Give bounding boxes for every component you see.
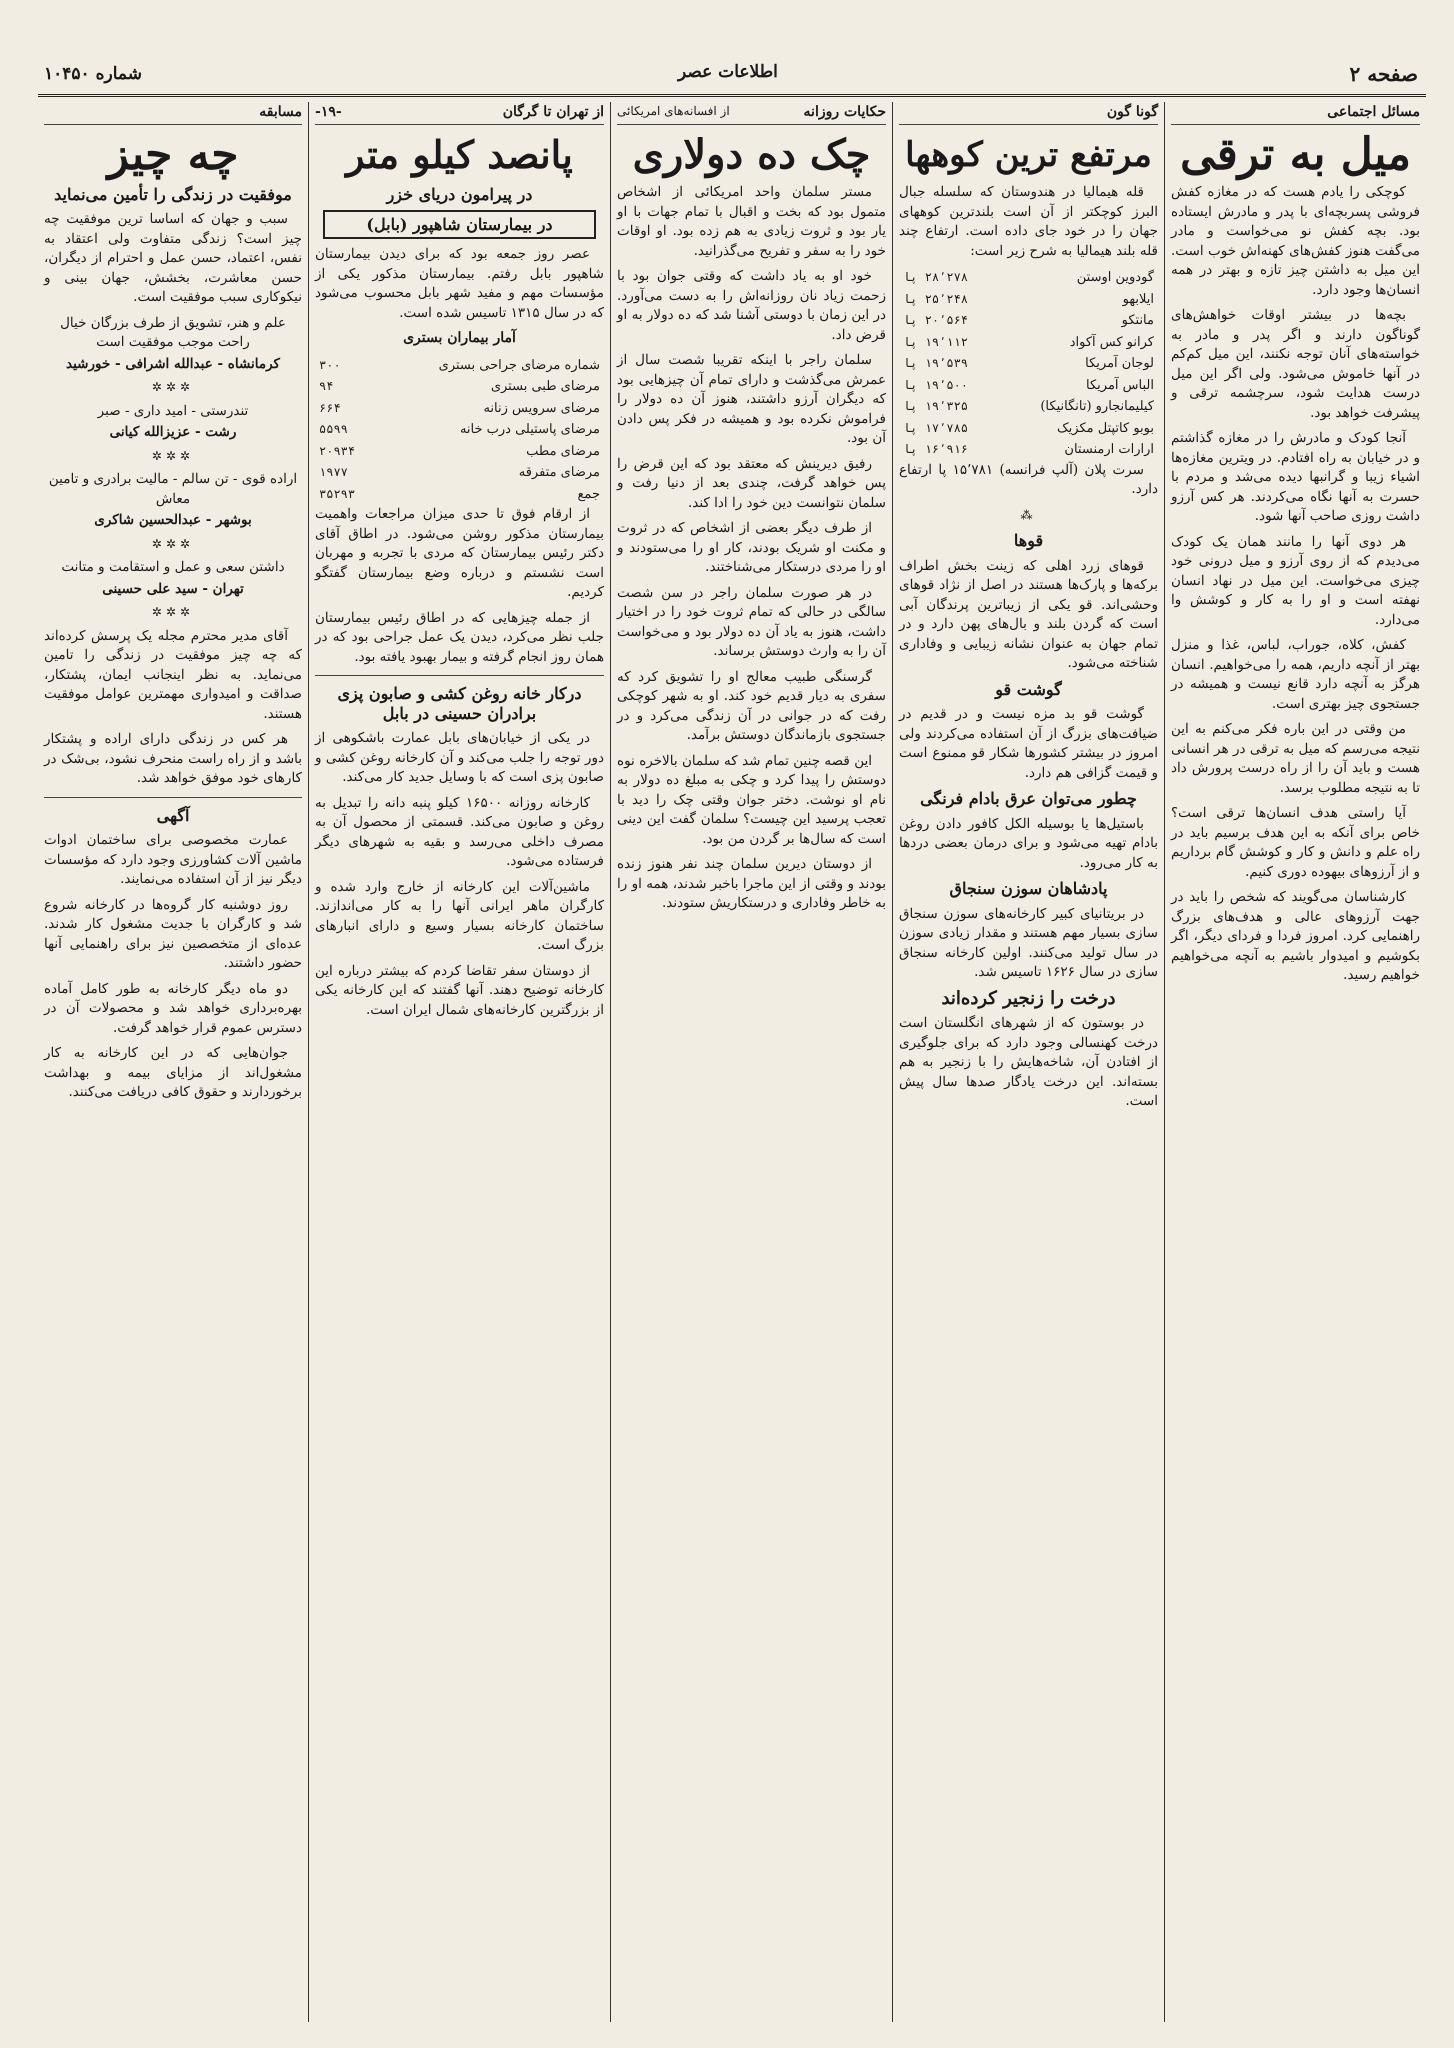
peak-row <box>899 418 1158 440</box>
column-miscellany <box>892 102 1164 2022</box>
paragraph: هر کس در زندگی دارای اراده و پشتکار باشد و از راه راست منحرف نشود، بی‌شک در کارهای خود موفق خواهد شد. <box>44 731 302 786</box>
subheading: چطور می‌توان عرق بادام فرنگی <box>920 789 1137 808</box>
stat-value: ۱۹۷۷ <box>319 465 348 479</box>
peak-row <box>899 332 1158 354</box>
stat-label: مرضای سرویس زنانه <box>483 400 600 416</box>
paragraph: باستیل‌ها یا بوسیله الکل کافور دادن روغن بادام تهیه می‌شود و برای درمان بعضی دردها به کار می‌رود. <box>899 815 1158 871</box>
stat-label: مرضای مطب <box>526 443 600 459</box>
newspaper-page <box>38 58 1426 2030</box>
stat-row <box>315 419 604 441</box>
paragraph: ماشین‌آلات این کارخانه از خارج وارد شده و کارگران ماهر ایرانی آنها را به کار می‌اندازند. ساختمان کارخانه بسیار وسیع و دارای انبارهای بزرگ است. <box>315 878 604 953</box>
paragraph: جوان‌هایی که در این کارخانه به کار مشغول‌اند از مزایای بیمه و بهداشت برخوردارند و حقوق کافی دریافت می‌کنند. <box>44 1045 302 1100</box>
kicker-main: از تهران تا گرگان <box>502 104 604 120</box>
paragraph: گوشت قو بد مزه نیست و در قدیم در ضیافت‌های بزرگ از آن استفاده می‌کردند ولی امروز در بیشتر کشورها شکار قو ممنوع است و قیمت گزافی هم دارد. <box>899 706 1158 781</box>
separator: ✲✲✲ <box>151 605 195 619</box>
subheading: آگهی <box>156 805 190 825</box>
paragraph: کوچکی را یادم هست که در مغازه کفش فروشی پسربچه‌ای با پدر و مادرش ایستاده بود. بچه کفش نو می‌خواست و مادر می‌گفت هنوز کفش‌های کهنه‌اش خوب است. این میل به داشتن چیز تازه و بهتر در همه انسان‌ها وجود دارد. <box>1171 184 1420 298</box>
paragraph: عمارت مخصوصی برای ساختمان ادوات ماشین آلات کشاورزی وجود دارد که مؤسسات دیگر نیز از آن استفاده می‌نمایند. <box>44 832 302 887</box>
stat-value: ۳۰۰ <box>319 357 341 372</box>
stat-row <box>315 441 604 463</box>
hospital-stats-table <box>315 355 604 506</box>
article-body <box>1171 183 1420 986</box>
paragraph: از دوستان سفر تقاضا کردم که بیشتر درباره این کارخانه توضیح دهند. آنها گفتند که این کارخانه یکی از بزرگترین کارخانه‌های شمال ایران است. <box>315 962 604 1018</box>
stat-value: ۳۵۲۹۳ <box>319 486 356 501</box>
separator: ✲✲✲ <box>151 380 195 394</box>
peak-row <box>899 289 1158 311</box>
paper-name: اطلاعات عصر <box>678 62 778 82</box>
peak-name: ارارات ارمنستان <box>1064 442 1154 457</box>
separator: ✲✲✲ <box>151 536 195 551</box>
subheading: پادشاهان سوزن سنجاق <box>949 879 1108 898</box>
paragraph: روز دوشنبه کار گروه‌ها در کارخانه شروع شد و کارگران با جدیت مشغول کار شدند. عده‌ای از متخصصین نیز برای راهنمایی آنها حضور داشتند. <box>44 896 302 971</box>
peak-name: مانتکو <box>1121 313 1154 328</box>
paragraph: سلمان راجر با اینکه تقریبا شصت سال از عمرش می‌گذشت و دارای تمام آن چیزهایی بود که دیگران آرزو داشتند، هنوز آن ده دولار را فراموش نکرده بود و همیشه در فکر پس دادن آن بود. <box>617 352 886 446</box>
stat-value: ۹۴ <box>319 379 334 393</box>
paragraph: آیا راستی هدف انسان‌ها ترقی است؟ خاص برای آنکه به این هدف برسیم باید در راه علم و دانش و کار و کوشش گام برداریم و از آرزوهای بیهوده دوری کنیم. <box>1171 805 1420 880</box>
subheading: درکار خانه روغن کشی و صابون پزی برادران حسینی در بابل <box>337 684 582 723</box>
peak-name: لوجان آمریکا <box>1085 356 1154 371</box>
stats-title: آمار بیماران بستری <box>403 330 516 346</box>
paragraph: سرت پلان (آلپ فرانسه) ۱۵٬۷۸۱ پا ارتفاع دارد. <box>899 461 1158 497</box>
paragraph: سبب و جهان که اساسا ترین موفقیت چه چیز است؟ زندگی متفاوت ولی اعتقاد به نفس، اعتماد، حسن عمل و احترام از دیگران، حسن معاشرت، بخشش، جهان بینی و نیکوکاری سبب موفقیت است. <box>44 211 302 305</box>
column-travel <box>308 102 610 2022</box>
peak-height: ۱۹٬۳۲۵ پا <box>903 399 969 413</box>
section-kicker: مسائل اجتماعی <box>1171 102 1420 125</box>
peak-row <box>899 375 1158 397</box>
stat-row <box>315 484 604 506</box>
paragraph: در بریتانیای کبیر کارخانه‌های سوزن سنجاق سازی بسیار مهم هستند و مقدار زیادی سوزن در سال تولید می‌کنند. اولین کارخانه سنجاق سازی در سال ۱۶۲۶ تاسیس شد. <box>899 905 1158 980</box>
peak-row <box>899 396 1158 418</box>
paragraph: بچه‌ها در بیشتر اوقات خواهش‌های گوناگون دارند و اگر پدر و مادر به خواسته‌های آنان توجه نکنند، این میل کم‌کم در آنها خاموش می‌شود. ولی اگر این میل درست هدایت شود، سرچشمه ترقی و پیشرفت خواهد بود. <box>1171 307 1420 421</box>
peak-height: ۱۹٬۵۳۹ پا <box>903 356 969 370</box>
stat-label: مرضای پاستیلی درب خانه <box>459 422 600 437</box>
paragraph: در یکی از خیابان‌های بابل عمارت باشکوهی از دور توجه را جلب می‌کند و آن کارخانه روغن کشی و صابون پزی است که با وسایل جدید کار می‌کند. <box>315 730 604 785</box>
paragraph: گرسنگی طبیب معالج او را تشویق کرد که سفری به دیار قدیم خود کند. او به شهر کوچکی رفت که در جوانی در آن زندگی می‌کرد و در جستجوی بازماندگان دوستش برآمد. <box>617 668 886 743</box>
peak-name: بوبو کاتپتل مکزیک <box>1057 420 1154 436</box>
subheading: گوشت قو <box>995 679 1062 699</box>
paragraph: هر دوی آنها را مانند همان یک کودک می‌دیدم که از روی آرزو و میل درونی خود چیزی می‌خواست. این میل در نهاد انسان نهفته است و او را به کار و کوشش وا می‌دارد. <box>1171 533 1420 628</box>
answer-item: رشت - عزیزالله کیانی <box>109 424 237 440</box>
issue-number: شماره ۱۰۴۵۰ <box>44 64 142 84</box>
paragraph: دو ماه دیگر کارخانه به طور کامل آماده بهره‌برداری خواهد شد و محصولات آن در دسترس عموم قرار خواهد گرفت. <box>44 980 302 1036</box>
peak-height: ۱۹٬۵۰۰ پا <box>903 377 969 392</box>
stat-row <box>315 376 604 398</box>
peak-row <box>899 353 1158 375</box>
stat-label: مرضای طبی بستری <box>490 379 600 394</box>
stat-label: جمع <box>577 486 600 502</box>
headline: میل به ترقی <box>1180 129 1411 180</box>
divider <box>44 797 302 798</box>
peak-height: ۲۸٬۲۷۸ پا <box>903 270 969 284</box>
headline: مرتفع ترین کوهها <box>905 135 1152 175</box>
paragraph: مستر سلمان واحد امریکائی از اشخاص متمول بود که بخت و اقبال با تمام جهات با او یار بود و ثروت زیادی به هم زده بود. او اوقات خود را به سفر و تفریح می‌گذرانید. <box>617 184 886 259</box>
paragraph: خود او به یاد داشت که وقتی جوان بود با زحمت زیاد نان روزانه‌اش را به دست می‌آورد. در این زمان با دوستی آشنا شد که ده دولار به او قرض داد. <box>617 268 886 343</box>
peaks-table <box>899 267 1158 461</box>
paragraph: کارشناسان می‌گویند که شخص را باید در جهت آرزوهای عالی و هدف‌های بزرگ راهنمایی کرد. امروز فردا و فردای دیگر، اگر بکوشیم و امیدوار باشیم به آنچه می‌خواهیم خواهیم رسید. <box>1171 889 1420 983</box>
headline: چک ده دولاری <box>632 131 871 178</box>
peak-name: کرانو کس آکواد <box>1069 334 1154 350</box>
peak-row <box>899 439 1158 461</box>
answer-item: اراده قوی - تن سالم - مالیت برادری و تامین معاش <box>48 471 298 507</box>
section-kicker: گونا گون <box>899 102 1158 125</box>
article-body <box>315 245 604 1020</box>
peak-name: الباس آمریکا <box>1086 377 1154 393</box>
paragraph: از طرف دیگر بعضی از اشخاص که در ثروت و مکنت او شریک بودند، کار او را می‌ستودند و او را مردی درستکار می‌شناختند. <box>617 520 886 575</box>
article-body <box>617 183 886 914</box>
peak-name: کیلیمانجارو (تانگانیکا) <box>1040 399 1154 414</box>
divider <box>315 675 604 676</box>
article-body <box>899 183 1158 1112</box>
kicker-sub: از افسانه‌های امریکائی <box>617 104 730 118</box>
paragraph: عصر روز جمعه بود که برای دیدن بیمارستان شاهپور بابل رفتم. بیمارستان مذکور یکی از مؤسسات مهم و مفید شهر بابل محسوب می‌شود که در سال ۱۳۱۵ تاسیس شده است. <box>315 246 604 321</box>
paragraph: کفش، کلاه، جوراب، لباس، غذا و منزل بهتر از آنچه داریم، همه را می‌خواهیم. انسان هرگز به آنچه دارد قانع نیست و همیشه در جستجوی چیز بهتری است. <box>1171 637 1420 712</box>
column-contest <box>38 102 308 2022</box>
stat-row <box>315 462 604 484</box>
stat-value: ۲۰۹۳۴ <box>319 443 356 458</box>
stat-label: مرضای متفرقه <box>518 465 600 480</box>
answer-item: علم و هنر، تشویق از طرف بزرگان خیال راحت موجب موفقیت است <box>60 314 286 350</box>
masthead <box>38 58 1426 97</box>
paragraph: از جمله چیزهایی که در اطاق رئیس بیمارستان جلب نظر می‌کرد، دیدن یک عمل جراحی بود که در همان روز انجام گرفته و بیمار بهبود یافته بود. <box>315 609 604 665</box>
stat-value: ۶۶۴ <box>319 400 341 415</box>
paragraph: در بوستون که از شهرهای انگلستان است درخت کهنسالی وجود دارد که برای جلوگیری از افتادن آن، شاخه‌هایش را با زنجیر به هم بسته‌اند. این درخت یادگار صدها سال پیش است. <box>899 1015 1158 1109</box>
peak-height: ۲۵٬۲۴۸ پا <box>903 291 969 306</box>
answer-item: داشتن سعی و عمل و استقامت و متانت <box>61 559 285 575</box>
subheading: موفقیت در زندگی را تأمین می‌نماید <box>54 185 292 204</box>
stat-label: شماره مرضای جراحی بستری <box>438 357 600 373</box>
peak-row <box>899 310 1158 332</box>
answers-list <box>44 314 302 623</box>
paragraph: از ارقام فوق تا حدی میزان مراجعات واهمیت بیمارستان مذکور روشن می‌شود. در اطاق آقای دکتر رئیس بیمارستان که مردی با تجربه و مهربان است نشستم و درباره وضع بیمارستان گفتگو کردیم. <box>315 506 604 600</box>
section-kicker <box>315 102 604 125</box>
series-number: -۱۹- <box>315 104 342 120</box>
headline: چه چیز <box>107 129 239 180</box>
paragraph: این قصه چنین تمام شد که سلمان بالاخره نوه دوستش را پیدا کرد و چکی به مبلغ ده دولار به نام او نوشت. دختر جوان وقتی چک را دید با تعجب پرسید این چیست؟ سلمان گفت این دینی است که سال‌ها بر گردن من بود. <box>617 752 886 847</box>
paragraph: کارخانه روزانه ۱۶۵۰۰ کیلو پنبه دانه را تبدیل به روغن و صابون می‌کند. قسمتی از محصول آن به مصرف داخلی می‌رسد و بقیه به شهرهای دیگر فرستاده می‌شود. <box>315 794 604 869</box>
paragraph: آنجا کودک و مادرش را در مغازه گذاشتم و در خیابان به راه افتادم. در ویترین مغازه‌ها اشیاء زیبا و گرانبها دیده می‌شد و مردم با حسرت به آنها نگاه می‌کردند. هر کس آرزو داشت روزی صاحب آنها شود. <box>1171 430 1420 524</box>
kicker-main: حکایات روزانه <box>803 104 886 120</box>
article-body <box>44 210 302 1103</box>
stat-value: ۵۵۹۹ <box>319 422 348 436</box>
boxed-title: در بیمارستان شاهپور (بابل) <box>323 210 596 239</box>
section-kicker: مسابقه <box>44 102 302 125</box>
headline: پانصد کیلو متر <box>346 132 573 177</box>
peak-name: گودوین اوستن <box>1076 270 1154 285</box>
separator: ⁂ <box>1020 507 1037 522</box>
paragraph: آقای مدیر محترم مجله یک پرسش کرده‌اند که چه چیز موفقیت در زندگی را تامین می‌نماید. به نظر اینجانب ایمان، پشتکار، صداقت و امیدواری مهمترین عوامل موفقیت هستند. <box>44 627 302 722</box>
peak-height: ۲۰٬۵۶۴ پا <box>903 313 969 327</box>
separator: ✲✲✲ <box>151 448 195 463</box>
answer-item: تهران - سید علی حسینی <box>102 580 244 597</box>
paragraph: من وقتی در این باره فکر می‌کنم به این نتیجه می‌رسم که میل به ترقی در هر انسانی هست و باید آن را از راه درست پرورش داد تا به نتیجه مطلوب برسد. <box>1171 721 1420 796</box>
paragraph: از دوستان دیرین سلمان چند نفر هنوز زنده بودند و وقتی از این ماجرا باخبر شدند، همه او را به خاطر وفاداری و درستکاریش ستودند. <box>617 856 886 911</box>
column-social <box>1164 102 1426 2022</box>
stat-row <box>315 355 604 377</box>
paragraph: در هر صورت سلمان راجر در سن شصت سالگی در حالی که تمام ثروت خود را در اختیار داشت، هنوز به یاد آن ده دولار بود و می‌خواست آن را به وارث دوستش برساند. <box>617 584 886 659</box>
stat-row <box>315 398 604 420</box>
paragraph: قله هیمالیا در هندوستان که سلسله جبال البرز کوچکتر از آن است بلندترین کوههای جهان را در خود جای داده است. ارتفاع چند قله بلند هیمالیا به شرح زیر است: <box>899 184 1158 259</box>
answer-item: کرمانشاه - عبدالله اشرافی - خورشید <box>66 355 280 372</box>
peak-row <box>899 267 1158 289</box>
peak-height: ۱۶٬۹۱۶ پا <box>903 442 969 456</box>
subheading: قوها <box>1013 531 1044 550</box>
peak-height: ۱۷٬۷۸۵ پا <box>903 420 969 435</box>
section-kicker <box>617 102 886 125</box>
page-number: صفحه ۲ <box>1349 62 1418 86</box>
column-daily-story <box>610 102 892 2022</box>
answer-item: بوشهر - عبدالحسین شاکری <box>94 512 252 528</box>
peak-name: ایلابهو <box>1122 291 1154 307</box>
subheading: در پیرامون دریای خزر <box>386 185 533 204</box>
peak-height: ۱۹٬۱۱۲ پا <box>903 334 969 349</box>
answer-item: تندرستی - امید داری - صبر <box>97 402 249 419</box>
paragraph: رفیق دیرینش که معتقد بود که این قرض را پس خواهد گرفت، چندی بعد از دنیا رفت و سلمان نتوانست دین خود را ادا کند. <box>617 455 886 511</box>
paragraph: قوهای زرد اهلی که زینت بخش اطراف برکه‌ها و پارک‌ها هستند در اصل از نژاد قوهای وحشی‌اند. قو یکی از زیباترین پرندگان آبی است که گردن بلند و بال‌های پهن دارد و در تمام جهان به عنوان نشانه زیبایی و وفاداری شناخته می‌شود. <box>899 557 1158 671</box>
subheading: درخت را زنجیر کرده‌اند <box>941 987 1116 1009</box>
